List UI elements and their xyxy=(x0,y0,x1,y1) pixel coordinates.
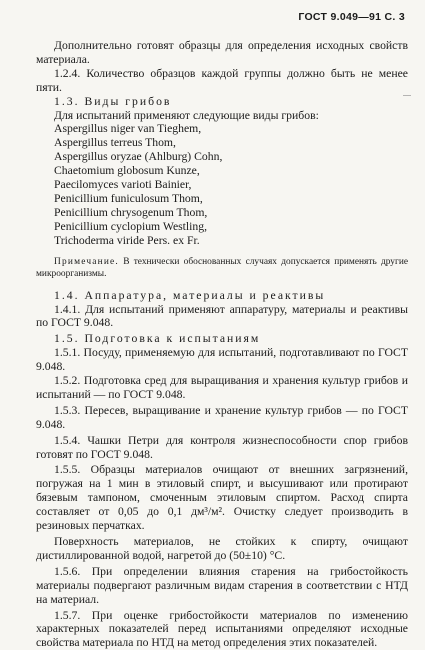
paragraph-1-5-2: 1.5.2. Подготовка сред для выращивания и хранения культур грибов и испытаний — по ГОСТ 9.048. xyxy=(36,374,408,401)
fungi-list xyxy=(54,122,408,247)
paragraph-1-5-4: 1.5.4. Чашки Петри для контроля жизнеспособности спор грибов готовят по ГОСТ 9.048. xyxy=(36,433,408,461)
paragraph-1-5-3: 1.5.3. Пересев, выращивание и хранение культур грибов — по ГОСТ 9.048. xyxy=(36,403,408,431)
section-heading-1-3: 1.3. Виды грибов xyxy=(54,94,172,108)
note-label: Примечание. xyxy=(54,256,119,267)
note xyxy=(36,256,408,280)
paragraph-1-5-5: 1.5.5. Образцы материалов очищают от внешних загрязнений, погружая на 1 мин в этиловый спирт, и высушивают или протирают бязевым тампоном, смоченным этиловым спиртом. Расход спирта составляет от 0,05 до 0,1 дм³/м². Очистку следует производить в резиновых перчатках. xyxy=(36,463,408,533)
section-heading-1-5: 1.5. Подготовка к испытаниям xyxy=(54,332,261,346)
paragraph-1-5-5-continued: Поверхность материалов, не стойких к спирту, очищают дистиллированной водой, нагретой до (50±10) °С. xyxy=(36,535,408,562)
paragraph-1-3-intro: Для испытаний применяют следующие виды грибов: xyxy=(54,108,319,122)
paragraph-1-4-1: 1.4.1. Для испытаний применяют аппаратуру, материалы и реактивы по ГОСТ 9.048. xyxy=(36,302,408,330)
fungi-list-item: Chaetomium globosum Kunze, xyxy=(54,164,200,178)
fungi-list-item: Aspergillus terreus Thom, xyxy=(54,136,176,150)
document-body xyxy=(36,39,408,650)
fungi-list-item: Penicillium funiculosum Thom, xyxy=(54,191,203,205)
paragraph-1-5-7: 1.5.7. При оценке грибостойкости материалов по изменению характерных показателей перед испытаниями определяют исходные свойства материала по НТД на метод определения этих показателей. xyxy=(36,608,408,650)
section-heading-1-4: 1.4. Аппаратура, материалы и реактивы xyxy=(54,288,326,302)
paragraph-1-5-1: 1.5.1. Посуду, применяемую для испытаний, подготавливают по ГОСТ 9.048. xyxy=(36,346,408,374)
paragraph-1-2-4: 1.2.4. Количество образцов каждой группы должно быть не менее пяти. xyxy=(36,66,408,94)
note-text: В технически обоснованных случаях допускается применять другие микроорганизмы. xyxy=(36,256,409,279)
paragraph-1-5-6: 1.5.6. При определении влияния старения на грибостойкость материалы подвергают различным видам старения в соответствии с НТД на материал. xyxy=(36,564,408,606)
fungi-list-item: Penicillium cyclopium Westling, xyxy=(54,219,208,233)
page-header: ГОСТ 9.049—91 С. 3 xyxy=(298,11,405,23)
fungi-list-item: Penicillium chrysogenum Thom, xyxy=(54,205,208,219)
fungi-list-item: Aspergillus niger van Tieghem, xyxy=(54,122,202,136)
fungi-list-item: Trichoderma viride Pers. ex Fr. xyxy=(54,233,200,247)
fungi-list-item: Paecilomyces varioti Bainier, xyxy=(54,178,192,192)
fungi-list-item: Aspergillus oryzae (Ahlburg) Cohn, xyxy=(54,150,223,164)
paragraph-intro: Дополнительно готовят образцы для определения исходных свойств материала. xyxy=(36,39,408,66)
